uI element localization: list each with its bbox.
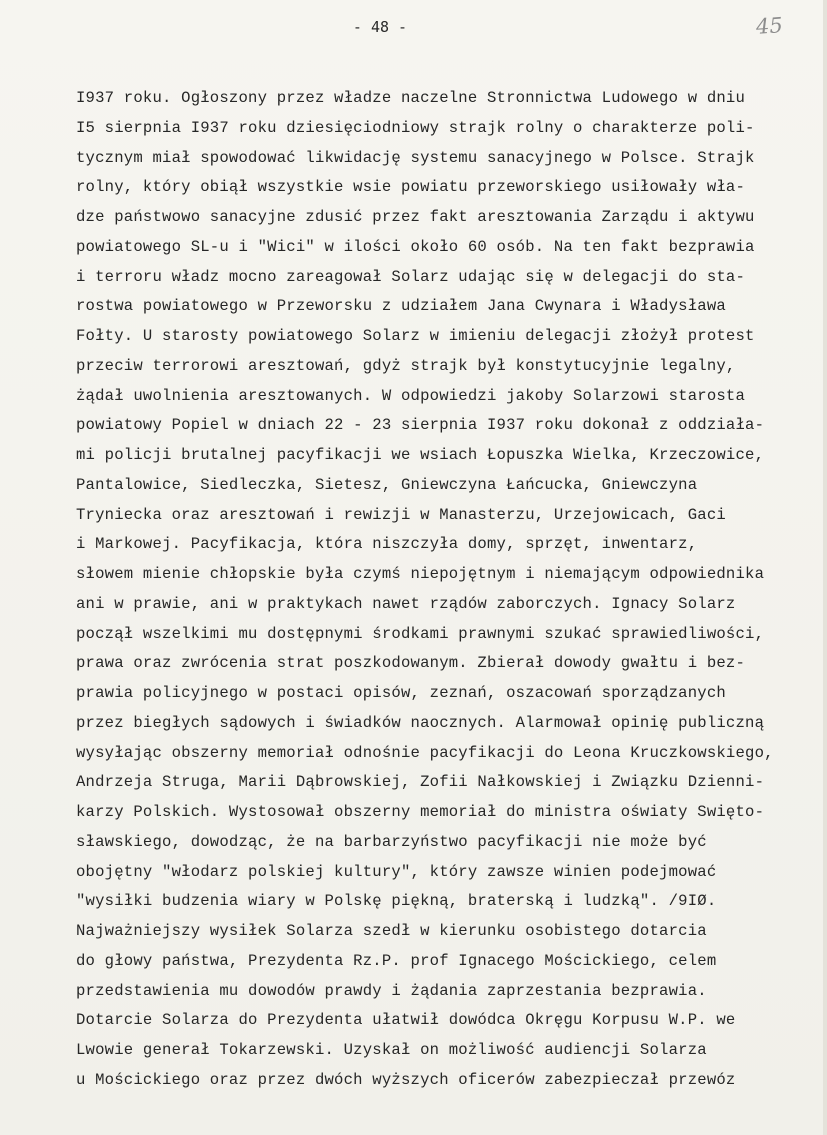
text-line: Fołty. U starosty powiatowego Solarz w imieniu delegacji złożył protest (76, 327, 755, 345)
text-line: Najważniejszy wysiłek Solarza szedł w kierunku osobistego dotarcia (76, 922, 707, 940)
text-line: powiatowy Popiel w dniach 22 - 23 sierpnia I937 roku dokonał z oddziała- (76, 416, 765, 435)
text-line: począł wszelkimi mu dostępnymi środkami prawnymi szukać sprawiedliwości, (76, 624, 765, 643)
text-line: I937 roku. Ogłoszony przez władze naczelne Stronnictwa Ludowego w dniu (76, 89, 746, 107)
text-line: obojętny "włodarz polskiej kultury", który zawsze winien podejmować (76, 862, 717, 881)
text-line: prawia policyjnego w postaci opisów, zeznań, oszacowań sporządzanych (76, 684, 726, 702)
text-line: prawa oraz zwrócenia strat poszkodowanym. Zbierał dowody gwałtu i bez- (76, 654, 746, 673)
text-line: mi policji brutalnej pacyfikacji we wsiach Łopuszka Wielka, Krzeczowice, (76, 446, 765, 464)
text-line: Lwowie generał Tokarzewski. Uzyskał on możliwość audiencji Solarza (76, 1041, 707, 1059)
text-line: do głowy państwa, Prezydenta Rz.P. prof Ignacego Mościckiego, celem (76, 951, 717, 970)
text-line: przez biegłych sądowych i świadków naocznych. Alarmował opinię publiczną (76, 713, 765, 732)
text-line: Andrzeja Struga, Marii Dąbrowskiej, Zofii Nałkowskiej i Związku Dzienni- (76, 773, 765, 792)
handwritten-page-number: 45 (755, 13, 784, 39)
text-line: sławskiego, dowodząc, że na barbarzyństwo pacyfikacji nie może być (76, 832, 707, 851)
text-line: przedstawienia mu dowodów prawdy i żądania zaprzestania bezprawia. (76, 981, 707, 1000)
text-line: I5 sierpnia I937 roku dziesięciodniowy strajk rolny o charakterze poli- (76, 118, 755, 137)
text-line: rolny, który obiął wszystkie wsie powiatu przeworskiego usiłowały wła- (76, 178, 746, 197)
text-line: Tryniecka oraz aresztowań i rewizji w Manasterzu, Urzejowicach, Gaci (76, 505, 726, 524)
text-line: rostwa powiatowego w Przeworsku z udziałem Jana Cwynara i Władysława (76, 297, 726, 316)
text-line: "wysiłki budzenia wiary w Polskę piękną, braterską i ludzką". /9IØ. (76, 892, 717, 911)
text-line: przeciw terrorowi aresztowań, gdyż strajk był konstytucyjnie legalny, (76, 356, 736, 375)
text-line: ani w prawie, ani w praktykach nawet rządów zaborczych. Ignacy Solarz (76, 594, 736, 613)
text-line: karzy Polskich. Wystosował obszerny memoriał do ministra oświaty Swięto- (76, 803, 765, 821)
text-line: powiatowego SL-u i "Wici" w ilości około 60 osób. Na ten fakt bezprawia (76, 237, 755, 256)
text-line: dze państwowo sanacyjne zdusić przez fakt aresztowania Zarządu i aktywu (76, 208, 755, 226)
page-number: - 48 - (352, 18, 408, 36)
text-line: Dotarcie Solarza do Prezydenta ułatwił dowódca Okręgu Korpusu W.P. we (76, 1011, 736, 1030)
text-line: tycznym miał spowodować likwidację systemu sanacyjnego w Polsce. Strajk (76, 148, 755, 167)
text-line: u Mościckiego oraz przez dwóch wyższych oficerów zabezpieczał przewóz (76, 1070, 736, 1089)
text-line: i terroru władz mocno zareagował Solarz udając się w delegacji do sta- (76, 267, 746, 286)
text-line: słowem mienie chłopskie była czymś niepojętnym i niemającym odpowiednika (76, 565, 765, 583)
text-line: wysyłając obszerny memoriał odnośnie pacyfikacji do Leona Kruczkowskiego, (76, 743, 774, 762)
text-line: żądał uwolnienia aresztowanych. W odpowiedzi jakoby Solarzowi starosta (76, 386, 746, 405)
text-line: Pantalowice, Siedleczka, Sietesz, Gniewczyna Łańcucka, Gniewczyna (76, 475, 698, 494)
typewritten-body-text (76, 84, 824, 1096)
text-line: i Markowej. Pacyfikacja, która niszczyła domy, sprzęt, inwentarz, (76, 535, 698, 554)
